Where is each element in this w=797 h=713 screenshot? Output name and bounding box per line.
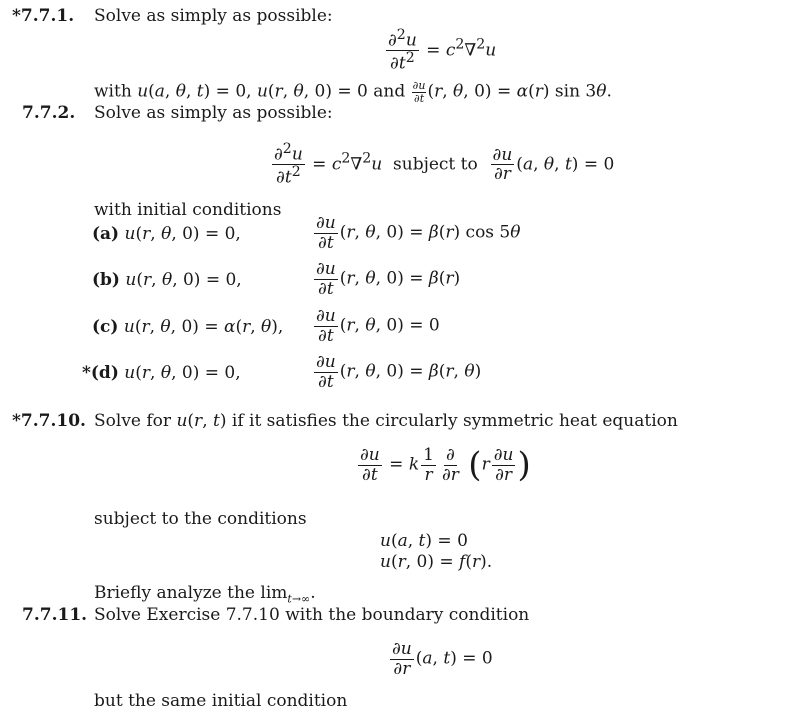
case-c-derivative: $\frac{\partial u}{\partial t}$ (r, θ, 0) = 0 bbox=[316, 306, 440, 346]
display-equation: $\frac{\partial^2u}{\partial t^2}$ = $c^2\nabla^2u$ bbox=[388, 27, 497, 74]
exercise-prompt: Solve as simply as possible: bbox=[94, 6, 333, 26]
case-b-derivative: $\frac{\partial u}{\partial t}$ (r, θ, 0) = β(r) bbox=[316, 259, 461, 299]
boundary-condition: u(a, t) = 0 bbox=[380, 531, 468, 551]
exercise-prompt: Solve for u(r, t) if it satisfies the circularly symmetric heat equation bbox=[94, 411, 678, 431]
exercise-number: *7.7.1. bbox=[12, 6, 75, 26]
case-b: (b) u(r, θ, 0) = 0, bbox=[92, 270, 242, 290]
exercise-prompt: Solve Exercise 7.7.10 with the boundary condition bbox=[94, 605, 530, 625]
exercise-number: 7.7.11. bbox=[22, 605, 88, 625]
exercise-number: 7.7.2. bbox=[22, 103, 76, 123]
case-a: (a) u(r, θ, 0) = 0, bbox=[92, 224, 241, 244]
subject-label: subject to the conditions bbox=[94, 509, 307, 529]
exercise-number: *7.7.10. bbox=[12, 411, 86, 431]
case-d: *(d) u(r, θ, 0) = 0, bbox=[82, 363, 241, 383]
analyze-note: Briefly analyze the $\lim_{t\to\infty}$. bbox=[94, 583, 316, 606]
boundary-conditions: with u(a, θ, t) = 0, u(r, θ, 0) = 0 and $\frac{\partial u}{\partial t}$ (r, θ, 0) = α(r) sin 3θ. bbox=[94, 79, 612, 105]
heat-equation: $\frac{\partial u}{\partial t}$ = k $\frac{1}{r}$ $\frac{\partial}{\partial r}$ (r $\frac{\partial u}{\partial r}$ ) bbox=[360, 445, 531, 486]
exercise-prompt: Solve as simply as possible: bbox=[94, 103, 333, 123]
initial-conditions-label: with initial conditions bbox=[94, 200, 282, 220]
display-equation: $\frac{\partial^2u}{\partial t^2}$ = $c^2\nabla^2u$ subject to $\frac{\partial u}{\partial r}$ (a, θ, t) = 0 bbox=[274, 141, 615, 188]
initial-condition: u(r, 0) = f(r). bbox=[380, 552, 493, 572]
case-a-derivative: $\frac{\partial u}{\partial t}$ (r, θ, 0) = β(r) cos 5θ bbox=[316, 213, 521, 253]
closing-text: but the same initial condition bbox=[94, 691, 348, 711]
case-c: (c) u(r, θ, 0) = α(r, θ), bbox=[92, 317, 284, 337]
case-d-derivative: $\frac{\partial u}{\partial t}$ (r, θ, 0) = β(r, θ) bbox=[316, 352, 482, 392]
neumann-condition: $\frac{\partial u}{\partial r}$ (a, t) = 0 bbox=[392, 639, 493, 679]
